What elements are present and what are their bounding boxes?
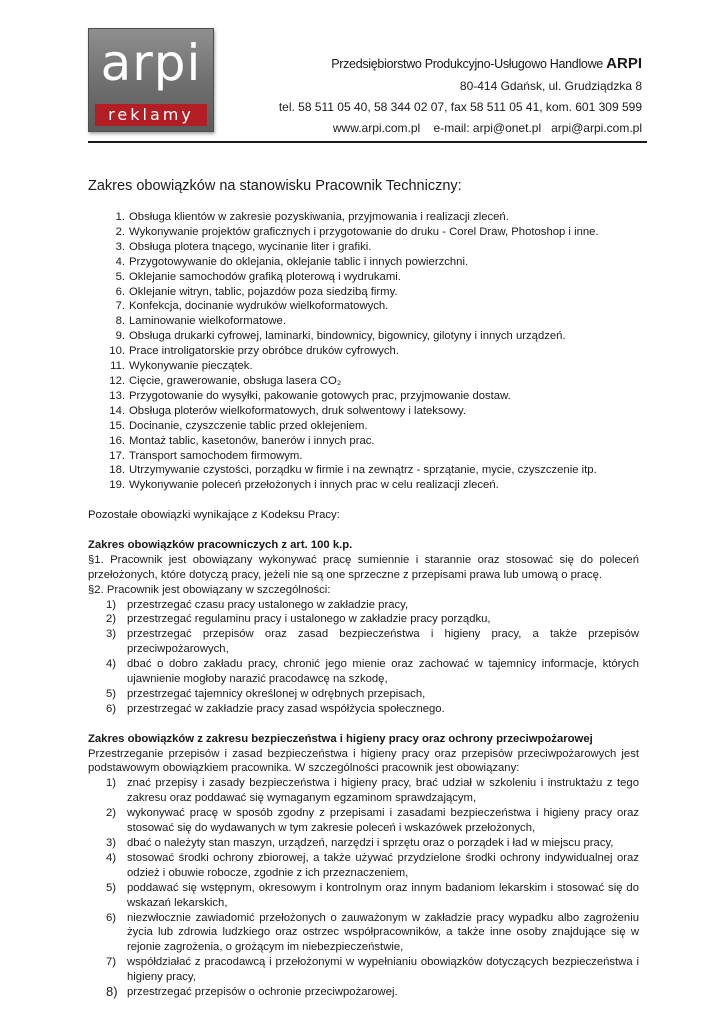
list-item-number: 3)	[106, 837, 117, 850]
list-item-number: 1.	[115, 211, 125, 223]
list-item-number: 5)	[106, 687, 117, 700]
list-item-number: 4)	[106, 851, 117, 864]
list-item-text: dbać o należyty stan maszyn, urządzeń, narzędzi i sprzętu oraz o porządek i ład w miejscu pracy,	[127, 837, 614, 850]
section1-item	[88, 598, 639, 613]
other-duties-intro: Pozostałe obowiązki wynikające z Kodeksu Pracy:	[88, 509, 340, 522]
list-item-number: 4.	[115, 255, 125, 268]
duty-item	[88, 419, 639, 434]
list-item-text: przestrzegać czasu pracy ustalonego w zakładzie pracy,	[127, 598, 409, 611]
section2-item	[88, 851, 639, 881]
company-web-email: www.arpi.com.pl e-mail: arpi@onet.pl arpi@arpi.com.pl	[332, 121, 642, 135]
list-item-text: przestrzegać regulaminu pracy i ustalonego w zakładzie pracy porządku,	[127, 613, 491, 626]
list-item-number: 17.	[109, 449, 125, 462]
list-item-text: współdziałać z pracodawcą i przełożonymi w wypełnianiu obowiązków dotyczących bezpieczeństwa i higieny pracy,	[127, 956, 639, 984]
section2-list	[88, 776, 639, 1000]
list-item-number: 2)	[106, 807, 117, 820]
duty-item	[88, 270, 639, 285]
list-item-text: Wykonywanie pieczątek.	[129, 360, 253, 373]
list-item-text: Utrzymywanie czystości, porządku w firmie i na zewnątrz - sprzątanie, mycie, czyszczenie itp.	[129, 464, 597, 477]
section2-item	[88, 776, 639, 806]
duty-item	[88, 255, 639, 270]
document-body	[88, 210, 639, 1000]
list-item-number: 7.	[115, 300, 125, 313]
list-item-text: przestrzegać tajemnicy określonej w odrębnych przepisach,	[127, 687, 426, 700]
duty-item	[88, 299, 639, 314]
section1-para1: §1. Pracownik jest obowiązany wykonywać pracę sumiennie i starannie oraz stosować się do poleceń przełożonych, które dotyczą pracy, jeżeli nie są one sprzeczne z przepisami prawa lub umową o pracę.	[88, 553, 639, 581]
list-item-text: dbać o dobro zakładu pracy, chronić jego mienie oraz zachować w tajemnicy informacje, których ujawnienie mogłoby narazić pracodawcę na szkodę,	[127, 658, 639, 686]
list-item-text: Transport samochodem firmowym.	[129, 449, 303, 462]
duty-item	[88, 225, 639, 240]
logo-sub-text: reklamy	[95, 104, 207, 126]
section2-item	[88, 985, 639, 1000]
duty-item	[88, 344, 639, 359]
list-item-number: 1)	[106, 598, 117, 611]
section2-item	[88, 911, 639, 956]
list-item-text: niezwłocznie zawiadomić przełożonych o zauważonym w zakładzie pracy wypadku albo zagrożeniu życia lub zdrowia ludzkiego oraz ostrzec współpracowników, a także inne osoby znajdujące się w rejonie zagrożenia, o grożącym im niebezpieczeństwie,	[127, 911, 639, 954]
list-item-text: Obsługa plotera tnącego, wycinanie liter i grafiki.	[129, 240, 372, 253]
list-item-number: 8)	[106, 984, 118, 1000]
list-item-text: Montaż tablic, kasetonów, banerów i innych prac.	[129, 434, 375, 447]
duty-item	[88, 359, 639, 374]
section1-heading: Zakres obowiązków pracowniczych z art. 100 k.p.	[88, 538, 353, 551]
list-item-number: 3)	[106, 628, 117, 641]
section1-list	[88, 598, 639, 717]
section2-item	[88, 836, 639, 851]
company-phones: tel. 58 511 05 40, 58 344 02 07, fax 58 511 05 41, kom. 601 309 599	[278, 100, 642, 114]
company-logo	[88, 28, 214, 132]
duty-item	[88, 240, 639, 255]
list-item-text: Konfekcja, docinanie wydruków wielkoformatowych.	[129, 300, 389, 313]
list-item-number: 15.	[109, 419, 125, 432]
section1-item	[88, 687, 639, 702]
list-item-number: 19.	[109, 479, 125, 492]
list-item-text: wykonywać pracę w sposób zgodny z przepisami i zasadami bezpieczeństwa i higieny pracy oraz stosować się do wydawanych w tym zakresie poleceń i wskazówek przełożonych,	[127, 807, 639, 835]
list-item-number: 10.	[109, 345, 125, 358]
list-item-text: Wykonywanie projektów graficznych i przygotowanie do druku - Corel Draw, Photoshop i inne.	[129, 225, 599, 238]
duty-item	[88, 389, 639, 404]
section1-para2: §2. Pracownik jest obowiązany w szczególności:	[88, 583, 331, 596]
duty-item	[88, 404, 639, 419]
section2-heading: Zakres obowiązków z zakresu bezpieczeństwa i higieny pracy oraz ochrony przeciwpożarowej	[88, 732, 593, 745]
list-item-number: 6)	[106, 911, 117, 924]
duty-item	[88, 374, 639, 389]
section2-intro: Przestrzeganie przepisów i zasad bezpieczeństwa i higieny pracy oraz przepisów przeciwpożarowych jest podstawowym obowiązkiem pracownika. W szczególności pracownik jest obowiązany:	[88, 747, 639, 775]
list-item-number: 16.	[109, 434, 125, 447]
duty-item	[88, 434, 639, 449]
list-item-number: 14.	[109, 404, 125, 417]
section1-item	[88, 657, 639, 687]
list-item-number: 3.	[115, 240, 125, 253]
list-item-number: 2)	[106, 613, 117, 626]
list-item-number: 12.	[109, 374, 125, 387]
section2-item	[88, 881, 639, 911]
list-item-text: przestrzegać w zakładzie pracy zasad współżycia społecznego.	[127, 702, 445, 715]
list-item-text: Obsługa ploterów wielkoformatowych, druk solwentowy i lateksowy.	[129, 404, 466, 417]
list-item-number: 5)	[106, 881, 117, 894]
list-item-number: 5.	[115, 270, 125, 283]
list-item-text: Cięcie, grawerowanie, obsługa lasera CO₂	[129, 374, 342, 387]
section2-item	[88, 806, 639, 836]
duty-item	[88, 314, 639, 329]
duty-item	[88, 478, 639, 493]
section2-item	[88, 955, 639, 985]
duty-item	[88, 210, 639, 225]
duty-item	[88, 463, 639, 478]
list-item-number: 6.	[115, 285, 125, 298]
list-item-number: 18.	[109, 464, 125, 477]
logo-main-text: arpi	[100, 34, 202, 92]
list-item-number: 4)	[106, 658, 117, 671]
list-item-text: znać przepisy i zasady bezpieczeństwa i higieny pracy, brać udział w szkoleniu i instruktażu z tego zakresu oraz poddawać się wymaganym egzaminom sprawdzającym,	[127, 777, 639, 805]
company-prefix: Przedsiębiorstwo Produkcyjno-Usługowo Handlowe	[331, 57, 603, 71]
list-item-text: Przygotowanie do wysyłki, pakowanie gotowych prac, przyjmowanie dostaw.	[129, 389, 511, 402]
list-item-text: Wykonywanie poleceń przełożonych i innych prac w celu realizacji zleceń.	[129, 479, 499, 492]
list-item-text: Obsługa klientów w zakresie pozyskiwania, przyjmowania i realizacji zleceń.	[129, 211, 509, 223]
duty-item	[88, 329, 639, 344]
header-divider	[88, 141, 647, 143]
company-name-line	[331, 55, 642, 72]
duty-item	[88, 285, 639, 300]
list-item-text: Laminowanie wielkoformatowe.	[129, 315, 286, 328]
list-item-number: 1)	[106, 777, 117, 790]
list-item-text: przestrzegać przepisów o ochronie przeciwpożarowej.	[127, 986, 398, 999]
duty-item	[88, 449, 639, 464]
list-item-text: Prace introligatorskie przy obróbce druków cyfrowych.	[129, 345, 399, 358]
list-item-text: stosować środki ochrony zbiorowej, a także używać przydzielone środki ochrony indywidualnej oraz odzież i obuwie robocze, zgodnie z ich przeznaczeniem,	[127, 851, 639, 879]
list-item-text: Przygotowywanie do oklejania, oklejanie tablic i innych powierzchni.	[129, 255, 469, 268]
list-item-number: 13.	[109, 389, 125, 402]
list-item-number: 7)	[106, 956, 117, 969]
list-item-number: 11.	[110, 360, 125, 373]
list-item-text: poddawać się wstępnym, okresowym i kontrolnym oraz innym badaniom lekarskim i stosować się do wskazań lekarskich,	[127, 881, 639, 909]
company-address: 80-414 Gdańsk, ul. Grudziądzka 8	[459, 79, 642, 93]
list-item-number: 6)	[106, 702, 117, 715]
page-title: Zakres obowiązków na stanowisku Pracownik Techniczny:	[88, 178, 462, 194]
list-item-text: Obsługa drukarki cyfrowej, laminarki, bindownicy, bigownicy, gilotyny i innych urządzeń.	[129, 330, 566, 343]
section1-item	[88, 702, 639, 717]
list-item-text: przestrzegać przepisów oraz zasad bezpieczeństwa i higieny pracy, a także przepisów przeciwpożarowych,	[127, 628, 639, 656]
list-item-number: 8.	[115, 315, 125, 328]
list-item-text: Oklejanie samochodów grafiką ploterową i wydrukami.	[129, 270, 401, 283]
duties-list	[88, 210, 639, 493]
list-item-number: 9.	[115, 330, 125, 343]
section1-item	[88, 612, 639, 627]
list-item-number: 2.	[115, 225, 125, 238]
list-item-text: Oklejanie witryn, tablic, pojazdów poza siedzibą firmy.	[129, 285, 398, 298]
company-name: ARPI	[606, 55, 642, 72]
list-item-text: Docinanie, czyszczenie tablic przed oklejeniem.	[129, 419, 368, 432]
section1-item	[88, 627, 639, 657]
